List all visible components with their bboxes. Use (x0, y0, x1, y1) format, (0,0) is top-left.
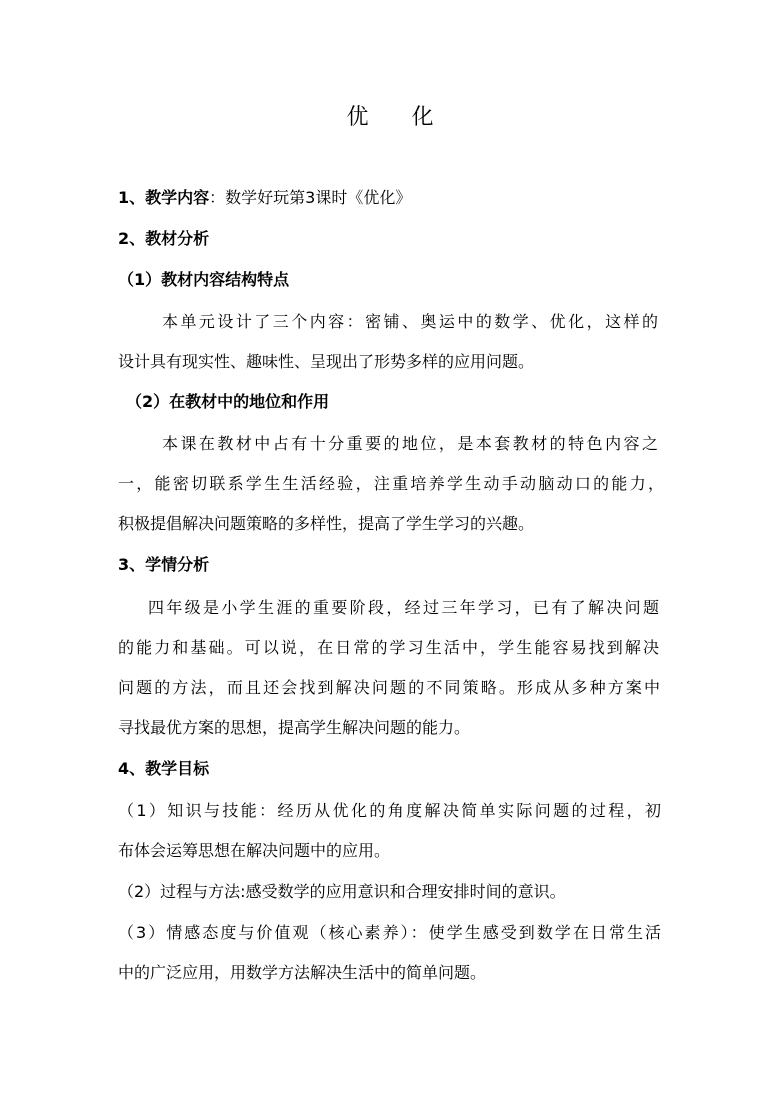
section-2-sub-1-heading: （1）教材内容结构特点 (118, 270, 290, 289)
section-2-sub-1-paragraph-line: 设计具有现实性、趣味性、呈现出了形势多样的应用问题。 (118, 352, 535, 371)
section-4-objective-line: 布体会运筹思想在解决问题中的应用。 (118, 841, 391, 860)
section-3-paragraph-line: 寻找最优方案的思想，提高学生解决问题的能力。 (118, 718, 471, 737)
section-4-objective-line: 中的广泛应用，用数学方法解决生活中的简单问题。 (118, 963, 487, 982)
section-4-objective-line: （3）情感态度与价值观（核心素养）：使学生感受到数学在日常生活 (118, 923, 661, 942)
section-3-heading: 3、学情分析 (118, 555, 210, 574)
section-1-text: ：数学好玩第3课时《优化》 (209, 188, 412, 207)
section-2-sub-2-paragraph-line: 一，能密切联系学生生活经验，注重培养学生动手动脑动口的能力， (118, 474, 664, 493)
section-4-objective-line: （1）知识与技能：经历从优化的角度解决简单实际问题的过程，初 (118, 801, 661, 820)
section-1-label: 1、教学内容 (118, 188, 210, 207)
section-2-sub-2-paragraph-line: 积极提倡解决问题策略的多样性，提高了学生学习的兴趣。 (118, 514, 535, 533)
section-1-teaching-content (118, 186, 666, 210)
section-2-sub-2-heading: （2）在教材中的地位和作用 (126, 392, 330, 411)
section-2-heading: 2、教材分析 (118, 229, 210, 248)
section-3-paragraph-line: 问题的方法，而且还会找到解决问题的不同策略。形成从多种方案中 (118, 678, 660, 697)
document-title: 优 化 (346, 105, 452, 130)
section-2-sub-2-paragraph-line: 本课在教材中占有十分重要的地位，是本套教材的特色内容之 (162, 434, 658, 453)
section-3-paragraph-line: 四年级是小学生涯的重要阶段，经过三年学习，已有了解决问题 (148, 598, 659, 617)
section-2-sub-1-paragraph-line: 本单元设计了三个内容：密铺、奥运中的数学、优化，这样的 (162, 312, 658, 331)
section-4-objective-line: （2）过程与方法:感受数学的应用意识和合理安排时间的意识。 (118, 882, 566, 901)
section-4-heading: 4、教学目标 (118, 759, 210, 778)
section-3-paragraph-line: 的能力和基础。可以说，在日常的学习生活中，学生能容易找到解决 (118, 638, 659, 657)
